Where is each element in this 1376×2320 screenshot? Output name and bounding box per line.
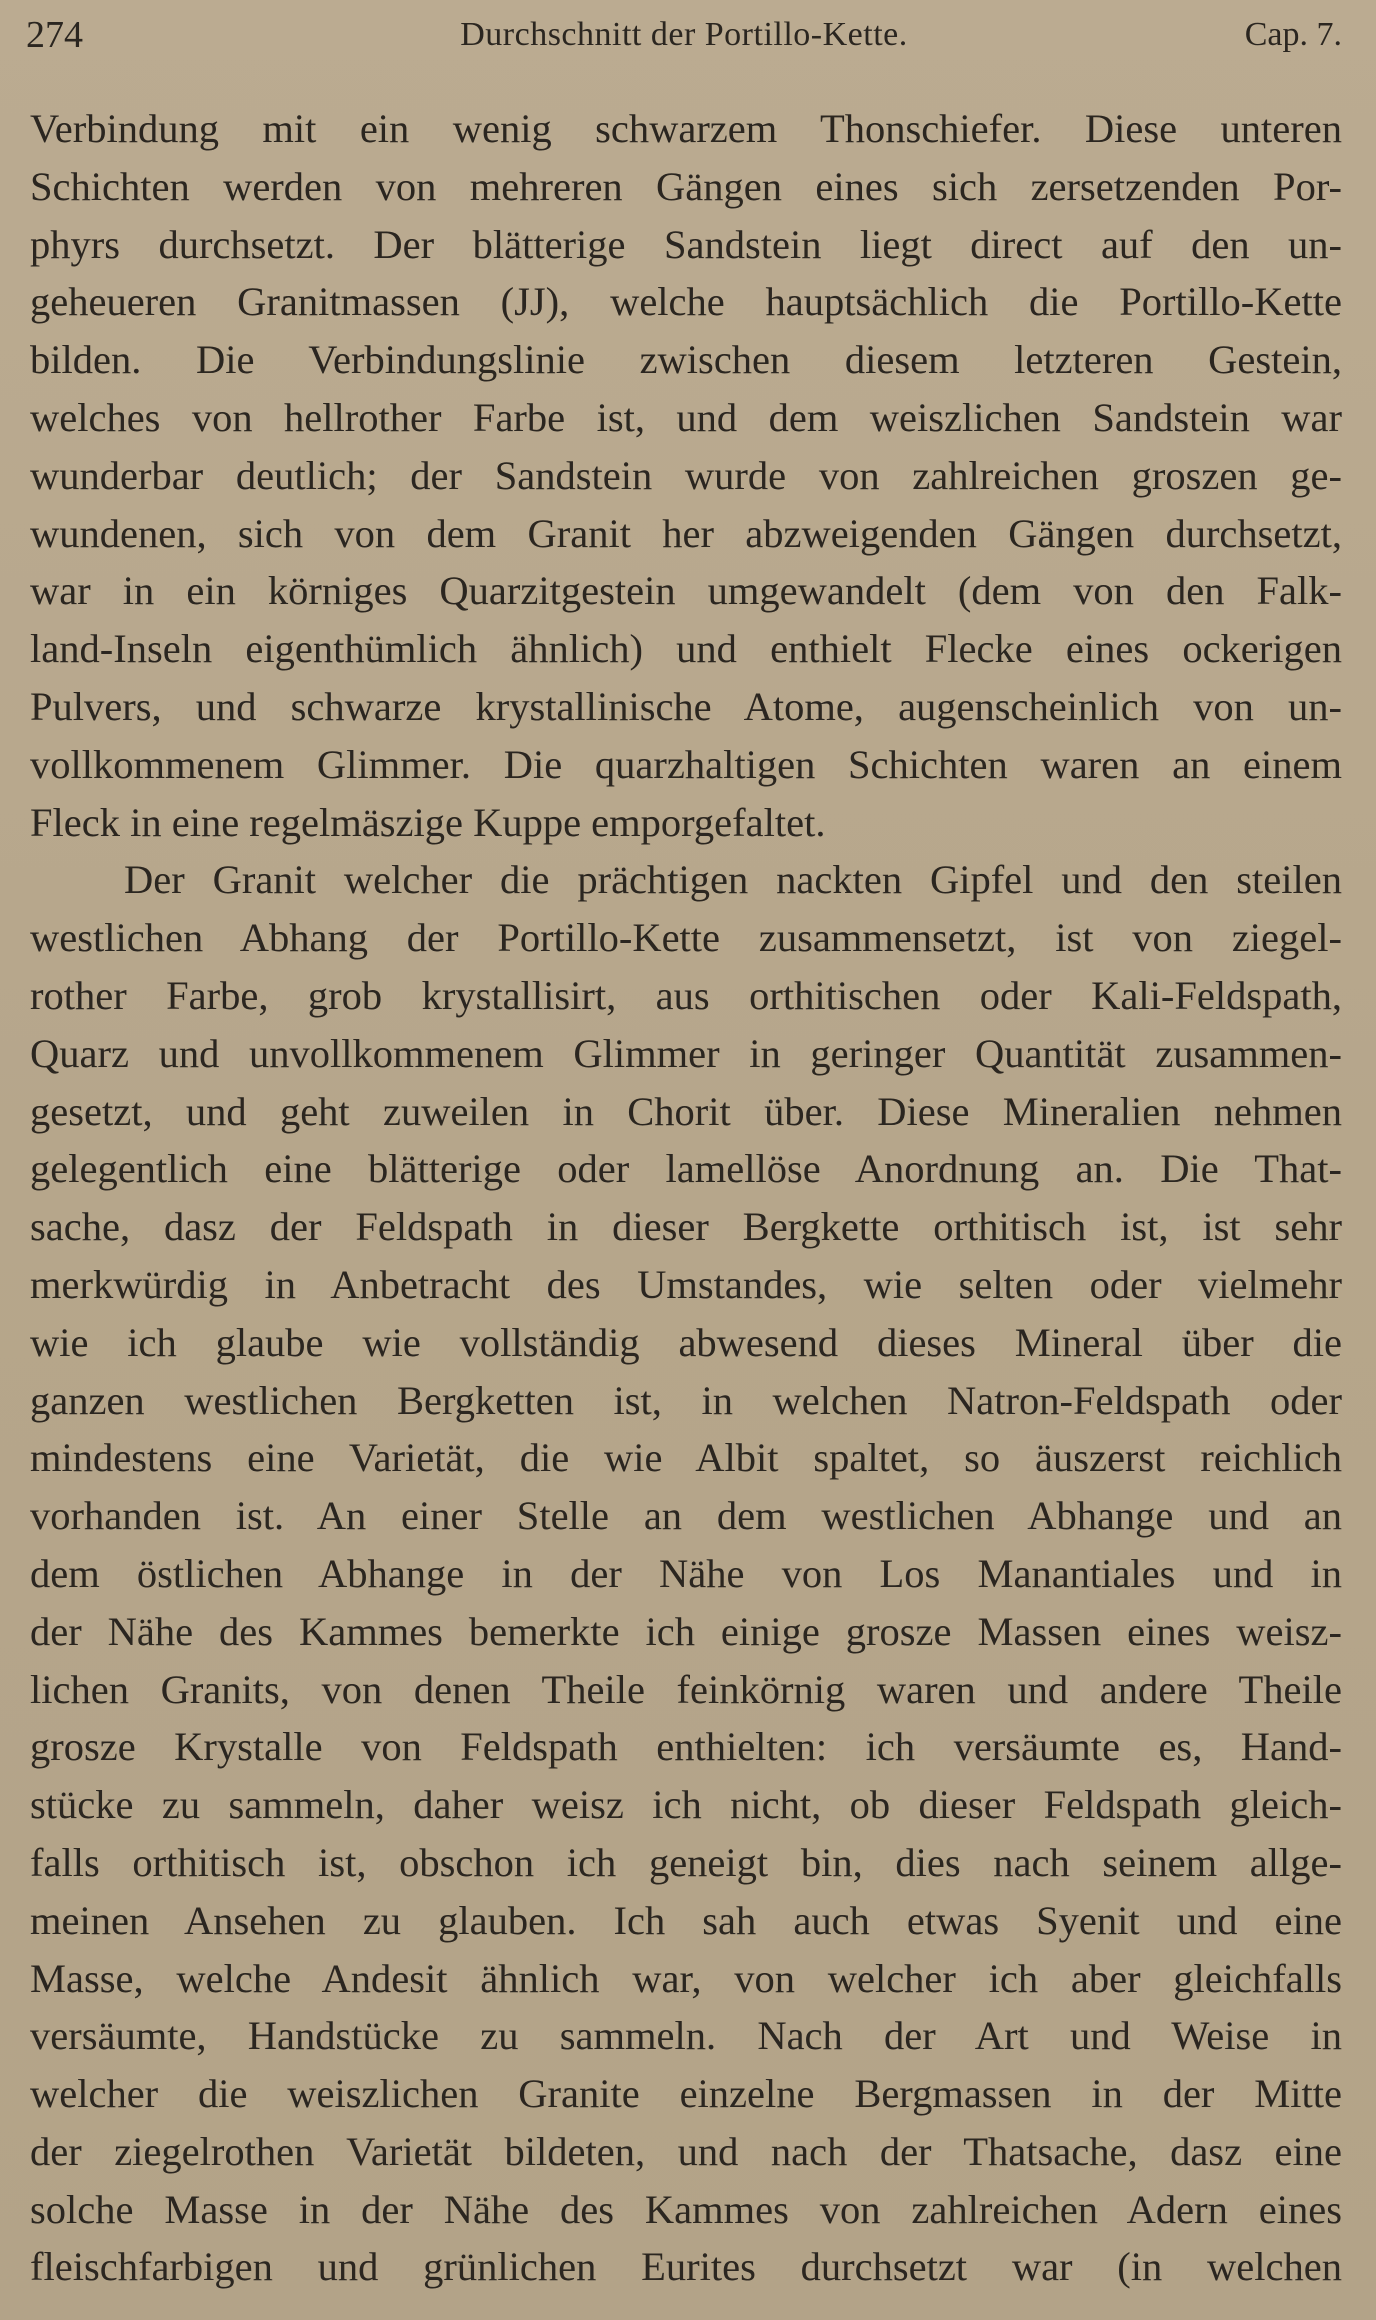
text-line: Quarz und unvollkommenem Glimmer in geringer Quantität zusammen- — [30, 1030, 1342, 1076]
paragraph-start-line: Der Granit welcher die prächtigen nackten Gipfel und den steilen — [124, 857, 1342, 903]
text-line: grosze Krystalle von Feldspath enthielten: ich versäumte es, Hand- — [30, 1724, 1342, 1770]
text-line: ganzen westlichen Bergketten ist, in welchen Natron-Feldspath oder — [30, 1377, 1342, 1423]
text-line: lichen Granits, von denen Theile feinkörnig waren und andere Theile — [30, 1666, 1342, 1712]
text-line: phyrs durchsetzt. Der blätterige Sandstein liegt direct auf den un- — [30, 221, 1342, 267]
text-line: Masse, welche Andesit ähnlich war, von welcher ich aber gleichfalls — [30, 1955, 1342, 2001]
body-text — [30, 100, 1342, 2296]
text-line: gesetzt, und geht zuweilen in Chorit über. Diese Mineralien nehmen — [30, 1088, 1342, 1134]
paragraph-end-line: Fleck in eine regelmäszige Kuppe emporgefaltet. — [30, 799, 826, 845]
text-line: meinen Ansehen zu glauben. Ich sah auch etwas Syenit und eine — [30, 1897, 1342, 1943]
text-line: vollkommenem Glimmer. Die quarzhaltigen Schichten waren an einem — [30, 741, 1342, 787]
text-line: mindestens eine Varietät, die wie Albit spaltet, so äuszerst reichlich — [30, 1435, 1342, 1481]
text-line: solche Masse in der Nähe des Kammes von zahlreichen Adern eines — [30, 2186, 1342, 2232]
text-line: land-Inseln eigenthümlich ähnlich) und enthielt Flecke eines ockerigen — [30, 626, 1342, 672]
text-line: welcher die weiszlichen Granite einzelne Bergmassen in der Mitte — [30, 2071, 1342, 2117]
page-header — [26, 10, 1342, 60]
text-line: bilden. Die Verbindungslinie zwischen diesem letzteren Gestein, — [30, 337, 1342, 383]
chapter-label: Cap. 7. — [1244, 16, 1342, 53]
text-line: westlichen Abhang der Portillo-Kette zusammensetzt, ist von ziegel- — [30, 915, 1342, 961]
text-line: vorhanden ist. An einer Stelle an dem westlichen Abhange und an — [30, 1493, 1342, 1539]
text-line: geheueren Granitmassen (JJ), welche hauptsächlich die Portillo-Kette — [30, 279, 1342, 325]
text-line: wundenen, sich von dem Granit her abzweigenden Gängen durchsetzt, — [30, 510, 1342, 556]
text-line: falls orthitisch ist, obschon ich geneigt bin, dies nach seinem allge- — [30, 1839, 1342, 1885]
text-line: rother Farbe, grob krystallisirt, aus orthitischen oder Kali-Feldspath, — [30, 972, 1342, 1018]
text-line: versäumte, Handstücke zu sammeln. Nach der Art und Weise in — [30, 2013, 1342, 2059]
text-line: Pulvers, und schwarze krystallinische Atome, augenscheinlich von un- — [30, 683, 1342, 729]
text-line: stücke zu sammeln, daher weisz ich nicht, ob dieser Feldspath gleich- — [30, 1782, 1342, 1828]
text-line: welches von hellrother Farbe ist, und dem weiszlichen Sandstein war — [30, 394, 1342, 440]
page-number: 274 — [26, 14, 83, 56]
text-line: gelegentlich eine blätterige oder lamellöse Anordnung an. Die That- — [30, 1146, 1342, 1192]
text-line: sache, dasz der Feldspath in dieser Bergkette orthitisch ist, ist sehr — [30, 1204, 1342, 1250]
running-title: Durchschnitt der Portillo-Kette. — [460, 16, 908, 53]
text-line: Schichten werden von mehreren Gängen eines sich zersetzenden Por- — [30, 163, 1342, 209]
text-line: merkwürdig in Anbetracht des Umstandes, wie selten oder vielmehr — [30, 1261, 1342, 1307]
text-line: wie ich glaube wie vollständig abwesend dieses Mineral über die — [30, 1319, 1342, 1365]
text-line: dem östlichen Abhange in der Nähe von Los Manantiales und in — [30, 1550, 1342, 1596]
text-line: war in ein körniges Quarzitgestein umgewandelt (dem von den Falk- — [30, 568, 1342, 614]
text-line: Verbindung mit ein wenig schwarzem Thonschiefer. Diese unteren — [30, 106, 1342, 151]
text-line: der Nähe des Kammes bemerkte ich einige grosze Massen eines weisz- — [30, 1608, 1342, 1654]
text-line: fleischfarbigen und grünlichen Eurites durchsetzt war (in welchen — [30, 2244, 1342, 2290]
text-line: wunderbar deutlich; der Sandstein wurde von zahlreichen groszen ge- — [30, 452, 1342, 498]
text-line: der ziegelrothen Varietät bildeten, und nach der Thatsache, dasz eine — [30, 2128, 1342, 2174]
